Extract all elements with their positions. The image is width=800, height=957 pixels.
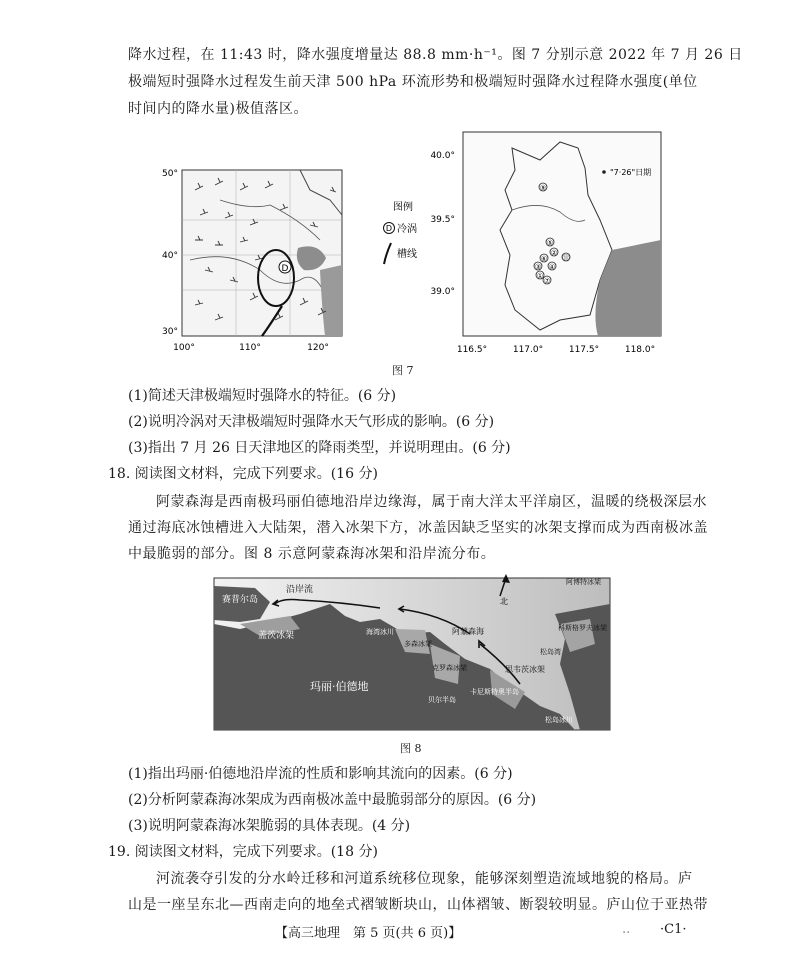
marker-3: ③	[534, 263, 542, 271]
marker-4: ④	[548, 263, 556, 271]
fig7-legend	[384, 200, 418, 264]
lat-label-39.0: 39.0°	[430, 287, 455, 297]
q19-heading: 19. 阅读图文材料，完成下列要求。(18 分)	[108, 844, 378, 860]
q18-para-line-2: 通过海底冰蚀槽进入大陆架，潜入冰架下方，冰盖因缺乏坚实的冰架支撑而成为西南极冰盖	[128, 520, 708, 536]
q18-para-line-3: 中最脆弱的部分。图 8 示意阿蒙森海冰架和沿岸流分布。	[128, 546, 496, 562]
fig8-abbot: 阿博特冰架	[566, 578, 601, 586]
legend-title: 图例	[393, 202, 413, 213]
lon-label-117.0: 117.0°	[512, 345, 544, 355]
lat-label-30: 30°	[162, 327, 178, 337]
lon-label-100: 100°	[173, 343, 195, 353]
figure-8	[0, 574, 800, 734]
lon-label-110: 110°	[239, 343, 261, 353]
fig7-left-map	[162, 169, 342, 353]
fig8-siple: 赛普尔岛	[222, 595, 259, 605]
fig8-inlet: 海湾冰川	[366, 628, 394, 636]
marker-7: ⑦	[543, 277, 551, 285]
lat-label-40: 40°	[162, 251, 178, 261]
marker-2: ②	[550, 249, 558, 257]
fig8-thwaites: 思韦茨冰架	[505, 665, 545, 674]
footer-mark: ..	[622, 922, 631, 937]
q18-heading: 18. 阅读图文材料，完成下列要求。(16 分)	[108, 466, 378, 482]
figure-8-caption: 图 8	[400, 742, 422, 755]
lon-label-116.5: 116.5°	[456, 345, 488, 355]
marker-6: ⑥	[540, 255, 548, 263]
marker-11: ⑪	[562, 254, 570, 262]
q17-item-2: (2)说明冷涡对天津极端短时强降水天气形成的影响。(6 分)	[128, 414, 495, 430]
fig7-right-map	[430, 132, 661, 355]
legend-trough-text: 槽线	[397, 249, 417, 260]
lon-label-117.5: 117.5°	[568, 345, 600, 355]
marker-9: ⑨	[539, 184, 547, 192]
q19-para-line-2: 山是一座呈东北—西南走向的地垒式褶皱断块山，山体褶皱、断裂较明显。庐山位于亚热带	[128, 897, 708, 913]
figure-7-caption: 图 7	[392, 364, 414, 377]
fig8-north: 北	[500, 597, 508, 606]
fig8-coastal-current: 沿岸流	[286, 585, 314, 595]
fig8-crosson: 克罗森冰架	[432, 664, 467, 672]
q18-item-3: (3)说明阿蒙森海冰架脆弱的具体表现。(4 分)	[128, 818, 411, 834]
lat-label-50: 50°	[162, 169, 178, 179]
legend-vortex-text: 冷涡	[397, 224, 417, 235]
fig8-bear: 贝尔半岛	[428, 696, 456, 704]
right-map-legend: "7·26"日期	[610, 168, 652, 177]
fig8-pine-island-bay: 松岛湾	[540, 648, 561, 656]
q18-para-line-1: 阿蒙森海是西南极玛丽伯德地沿岸边缘海，属于南大洋太平洋扇区，温暖的绕极深层水	[156, 494, 707, 510]
q17-item-3: (3)指出 7 月 26 日天津地区的降雨类型，并说明理由。(6 分)	[128, 440, 511, 456]
fig8-amundsen-sea: 阿蒙森海	[452, 627, 484, 636]
lon-label-120: 120°	[307, 343, 329, 353]
intro-line-3: 时间内的降水量)极值落区。	[128, 101, 308, 117]
intro-line-1: 降水过程，在 11:43 时，降水强度增量达 88.8 mm·h⁻¹。图 7 分别示意 2022 年 7 月 26 日	[128, 47, 743, 63]
fig8-pine-island-glacier: 松岛冰川	[545, 716, 573, 724]
lon-label-118.0: 118.0°	[624, 345, 656, 355]
fig8-marie-byrd: 玛丽·伯德地	[310, 680, 369, 693]
lat-label-39.5: 39.5°	[430, 215, 455, 225]
q17-item-1: (1)简述天津极端短时强降水的特征。(6 分)	[128, 388, 397, 404]
footer-page-info: 【高三地理 第 5 页(共 6 页)】	[275, 926, 462, 941]
fig8-cosgrove: 科斯格罗夫冰架	[558, 624, 607, 632]
marker-1: ①	[536, 272, 544, 280]
fig8-getz: 盖茨冰架	[258, 631, 295, 641]
vortex-label: D	[281, 264, 289, 274]
intro-line-2: 极端短时强降水过程发生前天津 500 hPa 环流形势和极端短时强降水过程降水强度(单位	[128, 74, 698, 90]
q19-para-line-1: 河流袭夺引发的分水岭迁移和河道系统移位现象，能够深刻塑造流域地貌的格局。庐	[156, 871, 693, 887]
footer-code: ·C1·	[660, 922, 687, 937]
q18-item-1: (1)指出玛丽·伯德地沿岸流的性质和影响其流向的因素。(6 分)	[128, 766, 513, 782]
fig8-canisteo: 卡尼斯特奥半岛	[470, 688, 519, 696]
lat-label-40.0: 40.0°	[430, 151, 455, 161]
figure-7	[0, 130, 800, 370]
q18-item-2: (2)分析阿蒙森海冰架成为西南极冰盖中最脆弱部分的原因。(6 分)	[128, 792, 537, 808]
fig8-dotson: 多森冰架	[404, 640, 432, 648]
marker-5: ⑤	[546, 239, 554, 247]
legend-vortex-symbol: D	[385, 224, 393, 233]
